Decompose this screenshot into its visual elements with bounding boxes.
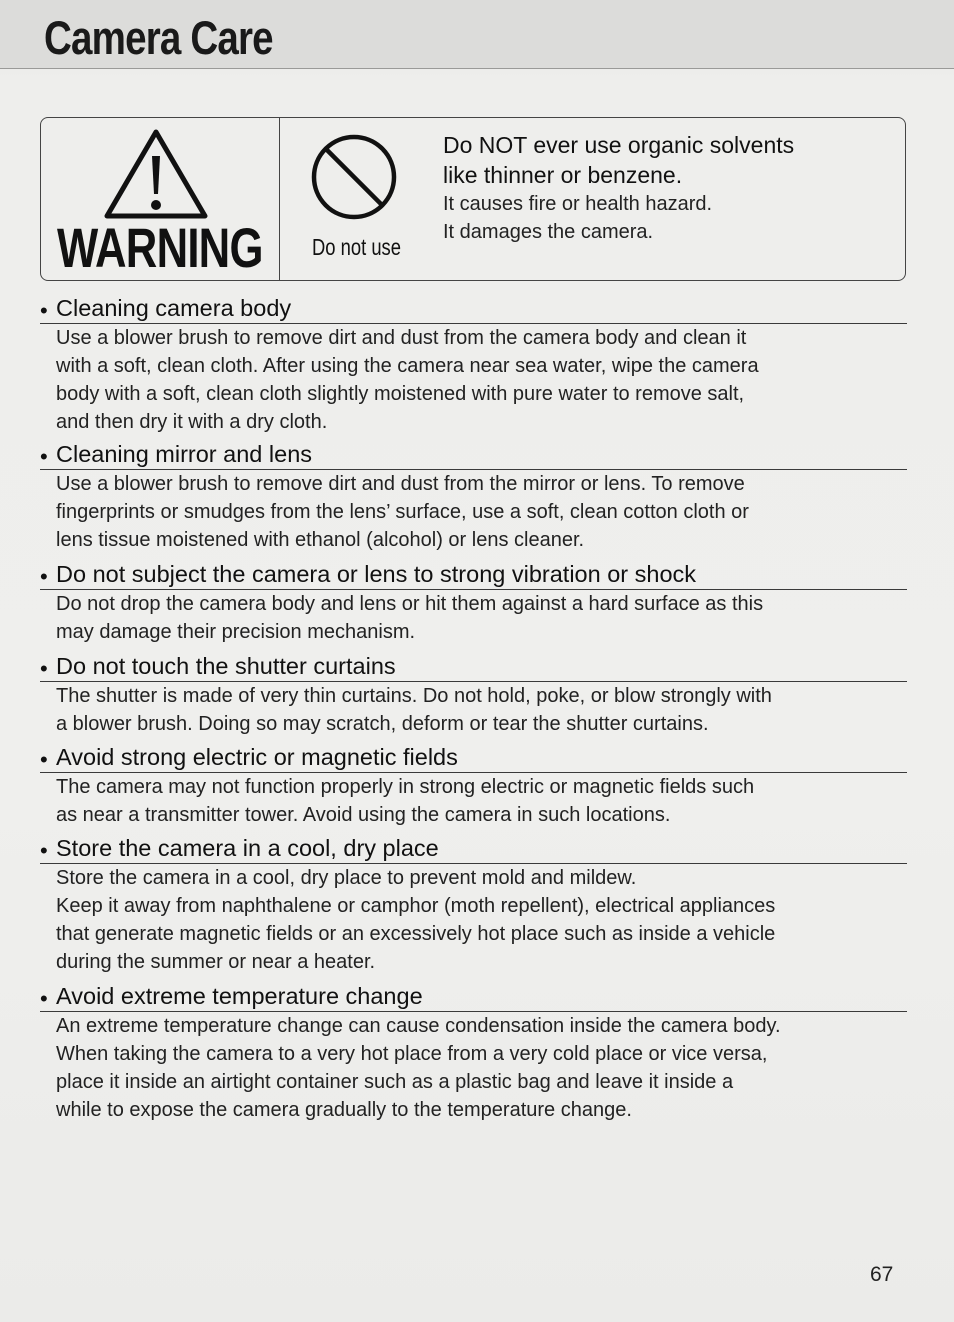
body-line: may damage their precision mechanism.: [56, 621, 416, 643]
warning-detail-line-2: It damages the camera.: [443, 221, 654, 243]
section-shutter-curtains: [40, 651, 907, 738]
section-body: [40, 773, 907, 829]
section-cleaning-camera-body: [40, 293, 907, 436]
body-line: The camera may not function properly in strong electric or magnetic fields such: [56, 776, 755, 798]
body-line: that generate magnetic fields or an excessively hot place such as inside a vehicle: [56, 923, 776, 945]
body-line: body with a soft, clean cloth slightly moistened with pure water to remove salt,: [56, 383, 745, 405]
section-body: [40, 470, 907, 554]
section-title: Cleaning camera body: [56, 295, 292, 321]
body-line: a blower brush. Doing so may scratch, deform or tear the shutter curtains.: [56, 713, 709, 735]
section-body: [40, 682, 907, 738]
body-line: Keep it away from naphthalene or camphor (moth repellent), electrical appliances: [56, 895, 776, 917]
bullet-icon: •: [40, 838, 48, 863]
section-temperature-change: [40, 981, 907, 1124]
section-heading: [40, 651, 907, 682]
page-number: 67: [870, 1263, 894, 1286]
body-line: Store the camera in a cool, dry place to prevent mold and mildew.: [56, 867, 637, 889]
section-heading: [40, 559, 907, 590]
section-cleaning-mirror-and-lens: [40, 439, 907, 554]
warning-label: WARNING: [57, 216, 263, 279]
prohibition-icon: [309, 132, 399, 222]
warning-detail-line-1: It causes fire or health hazard.: [443, 193, 713, 215]
warning-divider: [279, 118, 280, 280]
body-line: Use a blower brush to remove dirt and dust from the mirror or lens. To remove: [56, 473, 745, 495]
warning-triangle-icon: [101, 126, 211, 222]
bullet-icon: •: [40, 444, 48, 469]
section-cool-dry-place: [40, 833, 907, 976]
body-line: as near a transmitter tower. Avoid using the camera in such locations.: [56, 804, 671, 826]
bullet-icon: •: [40, 986, 48, 1011]
bullet-icon: •: [40, 656, 48, 681]
body-line: Do not drop the camera body and lens or hit them against a hard surface as this: [56, 593, 764, 615]
section-heading: [40, 439, 907, 470]
body-line: lens tissue moistened with ethanol (alcohol) or lens cleaner.: [56, 529, 585, 551]
bullet-icon: •: [40, 747, 48, 772]
bullet-icon: •: [40, 298, 48, 323]
section-electric-magnetic-fields: [40, 742, 907, 829]
section-title: Do not subject the camera or lens to strong vibration or shock: [56, 561, 697, 587]
warning-heading-line-1: Do NOT ever use organic solvents: [443, 132, 795, 158]
bullet-icon: •: [40, 564, 48, 589]
section-body: [40, 864, 907, 976]
body-line: fingerprints or smudges from the lens’ surface, use a soft, clean cotton cloth or: [56, 501, 749, 523]
section-title: Avoid extreme temperature change: [56, 983, 423, 1009]
body-line: When taking the camera to a very hot place from a very cold place or vice versa,: [56, 1043, 768, 1065]
page-title: Camera Care: [44, 11, 273, 64]
body-line: Use a blower brush to remove dirt and dust from the camera body and clean it: [56, 327, 747, 349]
section-body: [40, 590, 907, 646]
section-body: [40, 324, 907, 436]
section-vibration-shock: [40, 559, 907, 646]
section-heading: [40, 981, 907, 1012]
section-heading: [40, 833, 907, 864]
section-heading: [40, 742, 907, 773]
section-title: Do not touch the shutter curtains: [56, 653, 396, 679]
body-line: while to expose the camera gradually to the temperature change.: [56, 1099, 632, 1121]
section-body: [40, 1012, 907, 1124]
warning-text: [443, 130, 893, 246]
section-title: Avoid strong electric or magnetic fields: [56, 744, 458, 770]
warning-box: [40, 117, 906, 281]
body-line: place it inside an airtight container such as a plastic bag and leave it inside a: [56, 1071, 734, 1093]
body-line: An extreme temperature change can cause condensation inside the camera body.: [56, 1015, 781, 1037]
body-line: The shutter is made of very thin curtains. Do not hold, poke, or blow strongly with: [56, 685, 772, 707]
section-title: Cleaning mirror and lens: [56, 441, 313, 467]
section-title: Store the camera in a cool, dry place: [56, 835, 439, 861]
body-line: with a soft, clean cloth. After using the camera near sea water, wipe the camera: [56, 355, 759, 377]
icon-caption: Do not use: [312, 234, 401, 260]
warning-heading-line-2: like thinner or benzene.: [443, 162, 683, 188]
body-line: and then dry it with a dry cloth.: [56, 411, 328, 433]
section-heading: [40, 293, 907, 324]
body-line: during the summer or near a heater.: [56, 951, 376, 973]
